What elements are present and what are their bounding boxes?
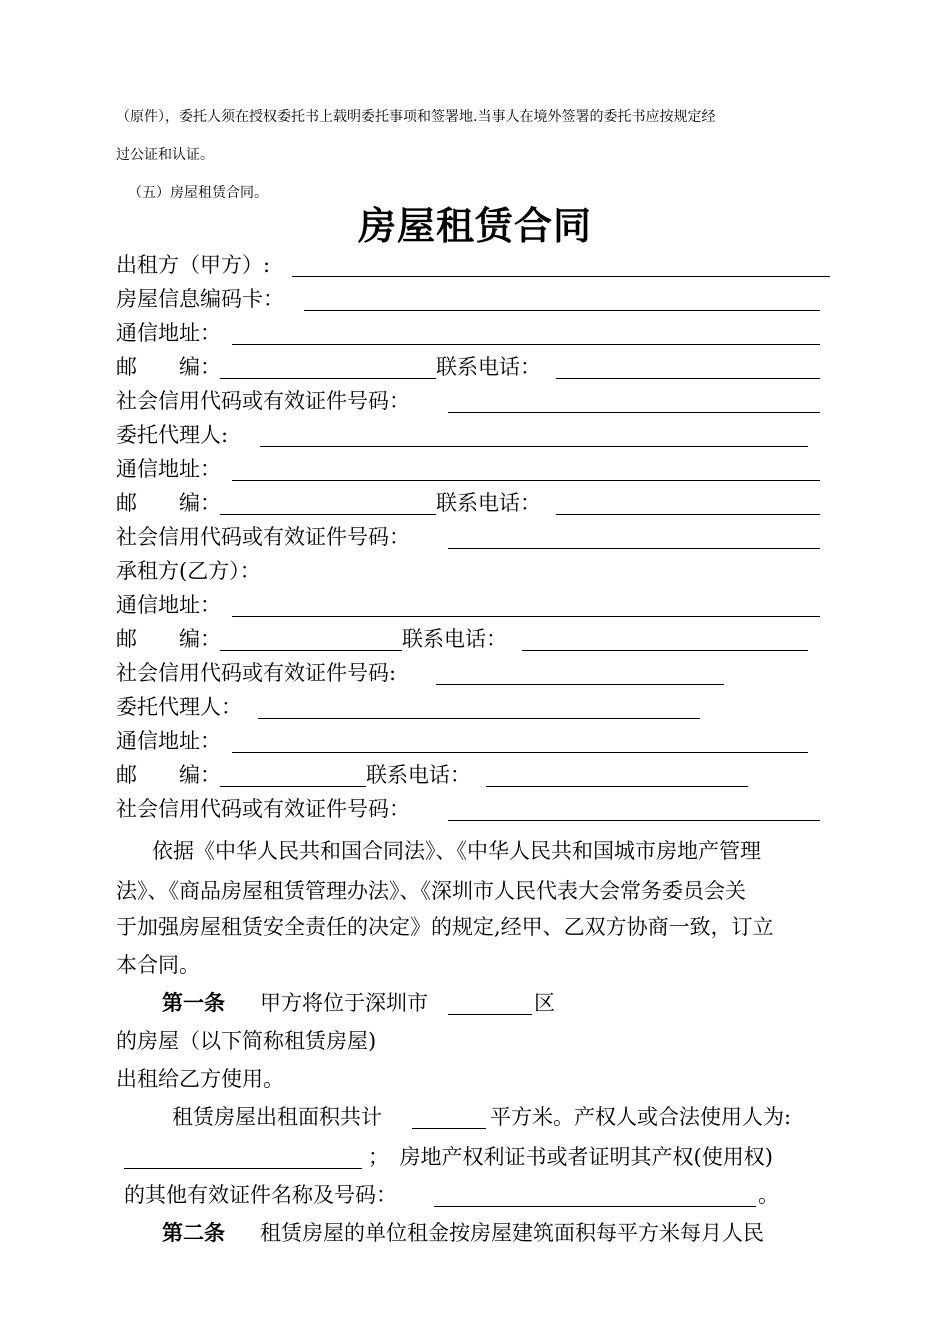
housing-card-blank[interactable]: [304, 310, 820, 311]
phone-label: 联系电话：: [402, 627, 507, 651]
lessee-phone-blank[interactable]: [522, 650, 808, 651]
lessee-agent-postcode-blank[interactable]: [220, 786, 366, 787]
area-row: [116, 1102, 846, 1132]
credit-code-label: 社会信用代码或有效证件号码：: [116, 525, 410, 549]
article-1-row: [116, 988, 716, 1018]
owner-blank[interactable]: [124, 1168, 362, 1169]
owner-text: ； 房地产权利证书或者证明其产权(使用权): [368, 1145, 773, 1169]
lessor-agent-postcode-blank[interactable]: [220, 514, 436, 515]
address-label: 通信地址：: [116, 321, 221, 345]
postcode-label: 邮 编：: [116, 763, 221, 787]
district-blank[interactable]: [448, 1014, 532, 1015]
area-blank[interactable]: [412, 1128, 486, 1129]
preamble-line-2: 法》、《商品房屋租赁管理办法》、《深圳市人民代表大会常务委员会关: [116, 879, 746, 903]
lessee-address-blank[interactable]: [232, 616, 820, 617]
lessor-agent-address-blank[interactable]: [232, 480, 820, 481]
lessor-credit-blank[interactable]: [448, 412, 820, 413]
preamble-line-3: 于加强房屋租赁安全责任的决定》的规定,经甲、乙双方协商一致，订立: [116, 915, 774, 939]
lessee-postcode-blank[interactable]: [220, 650, 402, 651]
lessor-address-blank[interactable]: [232, 344, 820, 345]
preamble-line-4: 本合同。: [116, 953, 200, 977]
postcode-label: 邮 编：: [116, 627, 221, 651]
lessor-label: 出租方（甲方）:: [116, 253, 271, 277]
owner-row: [116, 1142, 846, 1172]
article-1-line-3: 出租给乙方使用。: [116, 1067, 284, 1091]
lessee-agent-credit-blank[interactable]: [448, 820, 820, 821]
article-1-line-2: 的房屋（以下简称租赁房屋): [116, 1029, 377, 1053]
certificate-text: 的其他有效证件名称及号码：: [124, 1183, 397, 1207]
certificate-row: [116, 1180, 846, 1210]
address-label: 通信地址：: [116, 593, 221, 617]
housing-card-label: 房屋信息编码卡：: [116, 287, 284, 311]
lessor-agent-phone-blank[interactable]: [556, 514, 820, 515]
article-1-text-b: 区: [534, 991, 555, 1015]
article-1-heading: 第一条: [162, 990, 225, 1015]
lessor-agent-blank[interactable]: [260, 446, 808, 447]
agent-label: 委托代理人：: [116, 695, 242, 719]
lessee-agent-blank[interactable]: [258, 718, 700, 719]
lessor-blank[interactable]: [292, 276, 830, 277]
intro-line-1: （原件），委托人须在授权委托书上载明委托事项和签署地.当事人在境外签署的委托书应按规定经: [116, 109, 716, 125]
article-2-text: 租赁房屋的单位租金按房屋建筑面积每平方米每月人民: [260, 1221, 764, 1245]
certificate-blank[interactable]: [434, 1206, 756, 1207]
credit-code-label: 社会信用代码或有效证件号码:: [116, 661, 397, 685]
intro-line-3: （五）房屋租赁合同。: [128, 185, 268, 201]
credit-code-label: 社会信用代码或有效证件号码：: [116, 797, 410, 821]
lessee-credit-blank[interactable]: [436, 684, 724, 685]
address-label: 通信地址：: [116, 457, 221, 481]
article-2-row: [116, 1218, 846, 1248]
intro-line-2: 过公证和认证。: [116, 147, 214, 163]
phone-label: 联系电话：: [436, 355, 541, 379]
address-label: 通信地址：: [116, 729, 221, 753]
article-2-heading: 第二条: [162, 1220, 225, 1245]
lessor-agent-credit-blank[interactable]: [448, 548, 820, 549]
area-text-a: 租赁房屋出租面积共计: [172, 1105, 382, 1129]
phone-label: 联系电话：: [436, 491, 541, 515]
certificate-end: 。: [758, 1183, 779, 1207]
lessor-postcode-blank[interactable]: [220, 378, 436, 379]
article-1-text-a: 甲方将位于深圳市: [260, 991, 428, 1015]
agent-label: 委托代理人:: [116, 423, 229, 447]
area-text-b: 平方米。产权人或合法使用人为:: [490, 1105, 792, 1129]
lessee-agent-address-blank[interactable]: [232, 752, 808, 753]
lessee-agent-phone-blank[interactable]: [486, 786, 748, 787]
postcode-label: 邮 编：: [116, 355, 221, 379]
credit-code-label: 社会信用代码或有效证件号码：: [116, 389, 410, 413]
phone-label: 联系电话：: [366, 763, 471, 787]
lessor-phone-blank[interactable]: [556, 378, 820, 379]
preamble-line-1: 依据《中华人民共和国合同法》、《中华人民共和国城市房地产管理: [152, 839, 761, 863]
contract-title: 房屋租赁合同: [357, 203, 592, 248]
lessee-label: 承租方(乙方）：: [116, 559, 261, 583]
postcode-label: 邮 编：: [116, 491, 221, 515]
